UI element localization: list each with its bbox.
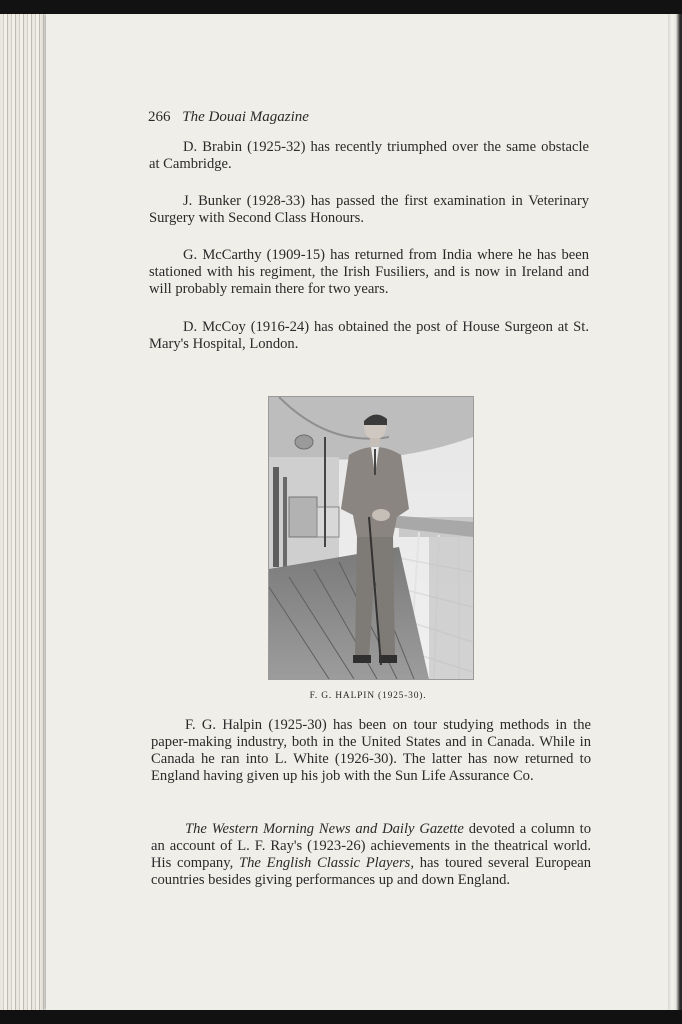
page-edges-left [0,14,50,1012]
photo-caption: F. G. HALPIN (1925-30). [309,691,427,701]
paragraph-brabin: D. Brabin (1925-32) has recently triumphed over the same obstacle at Cambridge. [149,139,589,172]
running-head [148,108,548,126]
magazine-title: The Douai Magazine [182,109,309,125]
page-edge-right [668,14,682,1012]
halpin-photograph [268,396,474,680]
paragraph-ray: The Western Morning News and Daily Gazette devoted a column to an account of L. F. Ray's (1923-26) achievements in the theatrical world. His company, The English Classic Players, has toured several European countries besides giving performances up and down England. [151,821,592,888]
paragraph-mccarthy: G. McCarthy (1909-15) has returned from India where he has been stationed with his regiment, the Irish Fusiliers, and is now in Ireland and will probably remain there for two years. [149,247,589,297]
paragraph-bunker: J. Bunker (1928-33) has passed the first examination in Veterinary Surgery with Second Class Honours. [149,193,589,226]
company-name: The English Classic Players, [239,855,414,871]
newspaper-title: The Western Morning News and Daily Gazette [185,821,464,837]
paragraph-halpin: F. G. Halpin (1925-30) has been on tour studying methods in the paper-making industry, both in the United States and in Canada. While in Canada he ran into L. White (1926-30). The latter has now returned to England having given up his job with the Sun Life Assurance Co. [151,717,591,784]
photo-illustration [269,397,473,679]
paragraph-mccoy: D. McCoy (1916-24) has obtained the post of House Surgeon at St. Mary's Hospital, London. [149,319,589,352]
page-number: 266 [148,109,171,125]
scan-bottom-border [0,1010,682,1024]
